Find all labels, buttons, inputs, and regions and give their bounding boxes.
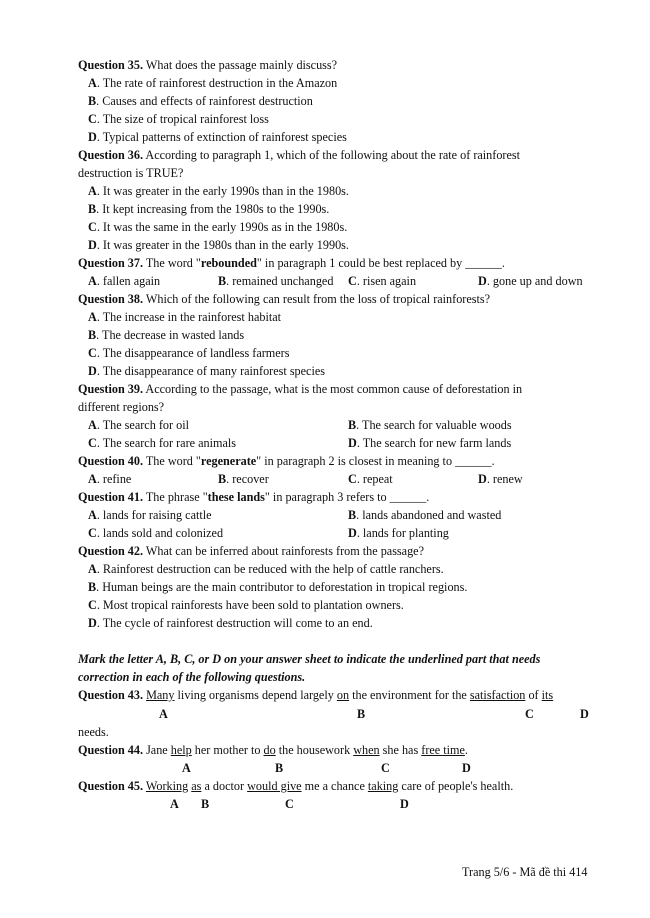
q37-option-d: D. gone up and down — [478, 274, 583, 288]
q44-label-c: C — [381, 761, 390, 775]
q36-option-b: B. It kept increasing from the 1980s to the 1990s. — [88, 202, 330, 216]
q41-option-b: B. lands abandoned and wasted — [348, 508, 502, 522]
q38-option-b: B. The decrease in wasted lands — [88, 328, 245, 342]
underlined-part-a: Working — [145, 779, 189, 793]
question-44: Question 44. Jane help her mother to do the housework when she has free time. — [78, 743, 468, 757]
q39-option-d: D. The search for new farm lands — [348, 436, 512, 450]
q41-option-d: D. lands for planting — [348, 526, 449, 540]
q43-label-a: A — [159, 707, 168, 721]
underlined-part-d: taking — [367, 779, 399, 793]
question-43: Question 43. Many living organisms depend largely on the environment for the satisfaction of its — [78, 688, 554, 702]
page-footer: Trang 5/6 - Mã đề thi 414 — [462, 865, 588, 879]
question-39: Question 39. According to the passage, what is the most common cause of deforestation in — [78, 382, 523, 396]
q38-option-a: A. The increase in the rainforest habitat — [88, 310, 282, 324]
q35-option-a: A. The rate of rainforest destruction in the Amazon — [88, 76, 338, 90]
q42-option-c: C. Most tropical rainforests have been sold to plantation owners. — [88, 598, 404, 612]
section-instruction-cont: correction in each of the following questions. — [78, 670, 306, 684]
q39-option-b: B. The search for valuable woods — [348, 418, 512, 432]
q43-label-d: D — [580, 707, 589, 721]
underlined-part-b: on — [336, 688, 350, 702]
underlined-part-c: satisfaction — [469, 688, 526, 702]
underlined-part-c: would give — [247, 779, 302, 793]
q42-option-b: B. Human beings are the main contributor to deforestation in tropical regions. — [88, 580, 468, 594]
q40-option-b: B. recover — [218, 472, 269, 486]
question-41: Question 41. The phrase "these lands" in paragraph 3 refers to ______. — [78, 490, 430, 504]
underlined-part-d: free time — [421, 743, 465, 757]
q39-option-c: C. The search for rare animals — [88, 436, 237, 450]
q42-option-d: D. The cycle of rainforest destruction will come to an end. — [88, 616, 373, 630]
q40-option-a: A. refine — [88, 472, 132, 486]
q43-label-b: B — [357, 707, 366, 721]
question-38: Question 38. Which of the following can result from the loss of tropical rainforests? — [78, 292, 491, 306]
q38-option-c: C. The disappearance of landless farmers — [88, 346, 290, 360]
question-40: Question 40. The word "regenerate" in paragraph 2 is closest in meaning to ______. — [78, 454, 495, 468]
underlined-part-a: Many — [146, 688, 175, 702]
q36-option-c: C. It was the same in the early 1990s as in the 1980s. — [88, 220, 348, 234]
q45-label-b: B — [201, 797, 210, 811]
underlined-part-b: do — [263, 743, 276, 757]
question-37: Question 37. The word "rebounded" in paragraph 1 could be best replaced by ______. — [78, 256, 505, 270]
question-43-cont: needs. — [78, 725, 109, 739]
q42-option-a: A. Rainforest destruction can be reduced with the help of cattle ranchers. — [88, 562, 444, 576]
section-instruction: Mark the letter A, B, C, or D on your answer sheet to indicate the underlined part that needs — [78, 652, 541, 666]
q40-option-c: C. repeat — [348, 472, 393, 486]
underlined-part-a: help — [170, 743, 192, 757]
question-stem: What does the passage mainly discuss? — [143, 58, 338, 72]
q41-option-a: A. lands for raising cattle — [88, 508, 212, 522]
question-number: Question 35. — [78, 58, 144, 72]
underlined-part-d: its — [541, 688, 554, 702]
q44-label-b: B — [275, 761, 284, 775]
q37-option-a: A. fallen again — [88, 274, 161, 288]
q35-option-d: D. Typical patterns of extinction of rainforest species — [88, 130, 347, 144]
q45-label-c: C — [285, 797, 294, 811]
question-36-cont: destruction is TRUE? — [78, 166, 184, 180]
underlined-part-c: when — [353, 743, 380, 757]
q37-option-c: C. risen again — [348, 274, 417, 288]
question-45: Question 45. Working as a doctor would give me a chance taking care of people's health. — [78, 779, 514, 793]
q45-label-d: D — [400, 797, 409, 811]
question-35 — [78, 58, 337, 73]
q40-option-d: D. renew — [478, 472, 523, 486]
q44-label-d: D — [462, 761, 471, 775]
question-42: Question 42. What can be inferred about rainforests from the passage? — [78, 544, 425, 558]
question-36: Question 36. According to paragraph 1, which of the following about the rate of rainforest — [78, 148, 521, 162]
q35-option-c: C. The size of tropical rainforest loss — [88, 112, 269, 126]
q41-option-c: C. lands sold and colonized — [88, 526, 224, 540]
q36-option-a: A. It was greater in the early 1990s than in the 1980s. — [88, 184, 349, 198]
question-39-cont: different regions? — [78, 400, 165, 414]
q36-option-d: D. It was greater in the 1980s than in the early 1990s. — [88, 238, 349, 252]
q37-option-b: B. remained unchanged — [218, 274, 334, 288]
underlined-part-b: as — [191, 779, 202, 793]
q45-label-a: A — [170, 797, 179, 811]
q35-option-b: B. Causes and effects of rainforest destruction — [88, 94, 313, 108]
q43-label-c: C — [525, 707, 534, 721]
q39-option-a: A. The search for oil — [88, 418, 189, 432]
q38-option-d: D. The disappearance of many rainforest species — [88, 364, 326, 378]
q44-label-a: A — [182, 761, 191, 775]
